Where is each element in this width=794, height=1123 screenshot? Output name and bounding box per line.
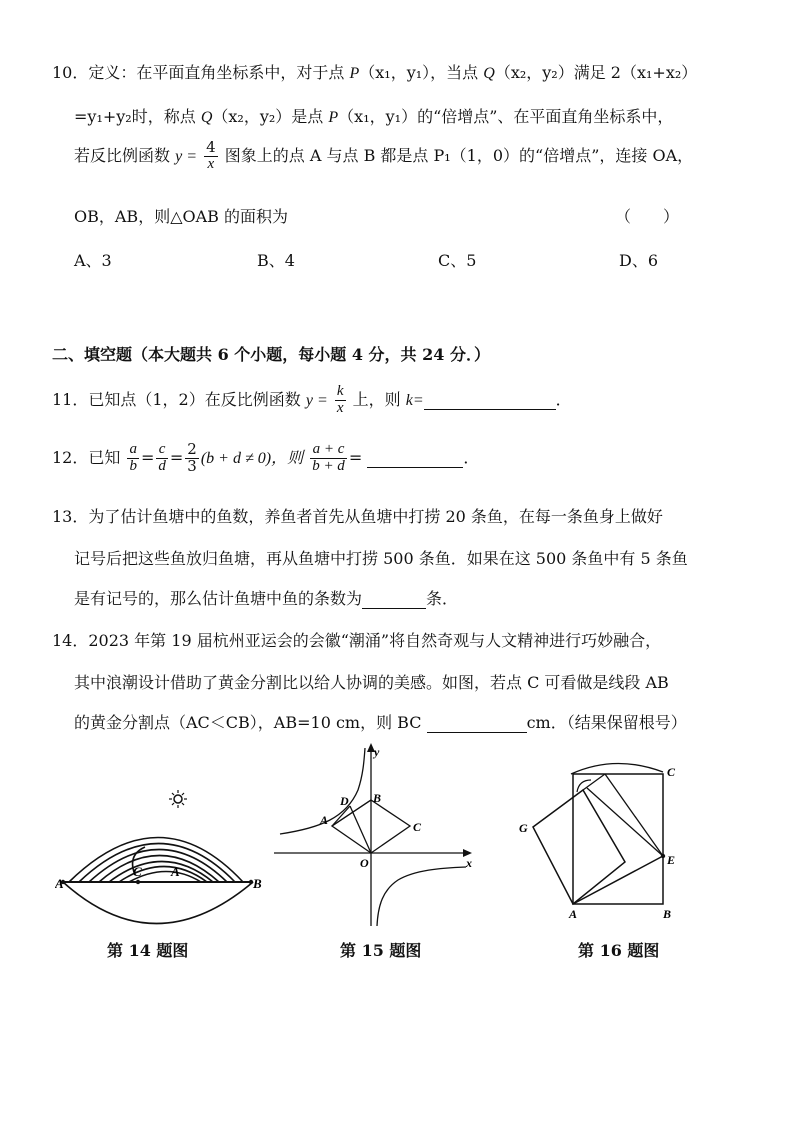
- fig15-label-b: B: [373, 791, 382, 805]
- q10-line2: =y₁+y₂时，称点 Q（x₂，y₂）是点 P（x₁，y₁）的“倍增点”、在平面直角坐标系中，: [74, 107, 674, 126]
- q12-fraction-sum: $\frac{a + c}{b + d}$: [312, 441, 345, 474]
- fig16-label-a: A: [569, 907, 578, 921]
- q14-line2: 其中浪潮设计借助了黄金分割比以给人协调的美感。如图，若点 C 可看做是线段 AB: [74, 673, 669, 692]
- fig15-label-d: D: [340, 794, 349, 808]
- fig15-label-x: x: [466, 856, 472, 870]
- q12-line: 12．已知 $\frac{a}{b}$ = $\frac{c}{d}$ = $\frac{2}{3}$ (b + d ≠ 0)，则 $\frac{a + c}{b + d}$ = ．: [52, 440, 480, 475]
- q14-line1: 14．2023 年第 19 届杭州亚运会的会徽“潮涌”将自然奇观与人文精神进行巧妙融合，: [52, 631, 662, 650]
- fig16-label-c: C: [667, 765, 676, 779]
- q10-option-b: B、4: [257, 251, 295, 270]
- figure-15-caption: 第 15 题图: [340, 941, 422, 960]
- fig16-label-g: G: [519, 821, 528, 835]
- figure-14-caption: 第 14 题图: [107, 941, 189, 960]
- lower-arc: [63, 882, 253, 924]
- sun-icon: [169, 790, 187, 808]
- q12-answer-blank[interactable]: [367, 448, 463, 468]
- q12-fraction-ab: $\frac{a}{b}$: [129, 441, 137, 474]
- q10-fraction: $\frac{4}{x}$: [206, 138, 216, 172]
- q11-line: 11．已知点（1，2）在反比例函数 y = $\frac{k}{x}$ 上，则 k= ．: [52, 383, 572, 416]
- q11-fraction: $\frac{k}{x}$: [336, 383, 344, 416]
- fold-line-3: [583, 774, 605, 790]
- figure-16: [505, 752, 705, 927]
- q10-line4: OB，AB，则△OAB 的面积为: [74, 207, 289, 226]
- q11-answer-blank[interactable]: [424, 390, 556, 410]
- q10-option-c: C、5: [438, 251, 477, 270]
- q12-fraction-cd: $\frac{c}{d}$: [158, 441, 166, 474]
- q10-line1: 10．定义：在平面直角坐标系中，对于点 P（x₁，y₁），当点 Q（x₂，y₂）满足 2（x₁+x₂）: [52, 63, 698, 82]
- segment-ab: [332, 800, 371, 826]
- fig14-label-a: A: [55, 876, 64, 891]
- q12-fraction-23: $\frac{2}{3}$: [187, 440, 197, 475]
- fig14-label-a2: A: [171, 864, 180, 879]
- top-arc: [571, 763, 663, 774]
- hyperbola-lower-right: [377, 867, 466, 926]
- wave-arcs: [69, 838, 243, 883]
- square-ag: [533, 790, 625, 904]
- point-c-dot: [136, 880, 140, 884]
- q10-number: 10．: [52, 63, 89, 82]
- figure-16-caption: 第 16 题图: [578, 941, 660, 960]
- q10-line3: 若反比例函数 y = $\frac{4}{x}$ 图象上的点 A 与点 B 都是点 P₁（1，0）的“倍增点”，连接 OA，: [74, 138, 694, 172]
- q14-line3: 的黄金分割点（AC＜CB），AB=10 cm，则 BC cm．（结果保留根号）: [74, 713, 687, 732]
- fig16-label-e: E: [667, 853, 676, 867]
- section2-title: 二、填空题（本大题共 6 个小题，每小题 4 分，共 24 分．）: [52, 345, 490, 364]
- fig15-label-a: A: [320, 813, 329, 827]
- q10-option-a: A、3: [74, 251, 112, 270]
- q14-answer-blank[interactable]: [427, 713, 527, 733]
- fig15-label-o: O: [360, 856, 369, 870]
- q13-line1: 13．为了估计鱼塘中的鱼数，养鱼者首先从鱼塘中打捞 20 条鱼，在每一条鱼身上做好: [52, 507, 663, 526]
- fig14-label-b: B: [253, 876, 262, 891]
- q10-option-d: D、6: [619, 251, 659, 270]
- fig16-label-b: B: [663, 907, 672, 921]
- figure-15: [270, 740, 480, 930]
- q13-line2: 记号后把这些鱼放归鱼塘，再从鱼塘中打捞 500 条鱼．如果在这 500 条鱼中有 5 条鱼: [74, 549, 688, 568]
- segment-ae: [573, 856, 663, 904]
- point-e-dot: [661, 854, 665, 858]
- fig14-label-c: C: [133, 864, 142, 879]
- figure-14: [55, 785, 270, 935]
- q13-line3: 是有记号的，那么估计鱼塘中鱼的条数为 条．: [74, 589, 459, 608]
- q13-answer-blank[interactable]: [362, 589, 426, 609]
- fig15-label-y: y: [374, 745, 380, 759]
- q10-answer-paren: （ ）: [615, 207, 680, 226]
- fold-line-2: [587, 788, 663, 856]
- fig15-label-c: C: [413, 820, 422, 834]
